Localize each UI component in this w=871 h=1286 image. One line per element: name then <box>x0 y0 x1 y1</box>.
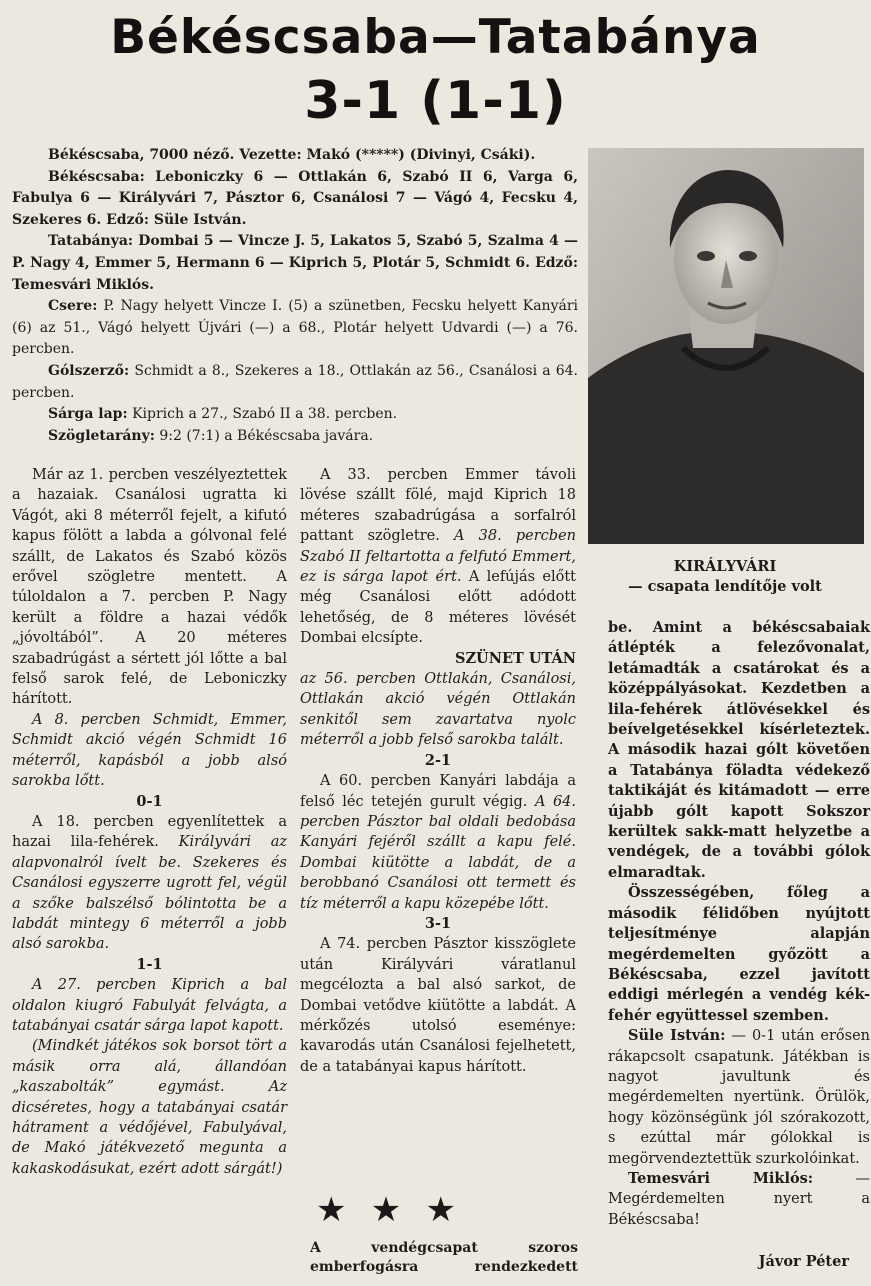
star-separator <box>316 1192 456 1228</box>
col2-paragraph: az 56. percben Ottlakán, Csanálosi, Ottlakán akció végén Ottlakán senkitől sem zavartatva nyolc méterről a jobb felső sarokba talált. <box>300 671 576 749</box>
star-icon: ★ <box>316 1190 347 1230</box>
headline-score: 3-1 (1-1) <box>304 71 567 131</box>
col2-text: A 64. percben Pásztor bal oldali bedobása Kanyári fejéről szállt a kapu felé. Dombai kiütötte a labdát, de a berobbanó Csanálosi ott termett és tíz méterről a kapu közepébe lőtt. <box>300 793 577 912</box>
col1-paragraph <box>12 812 287 955</box>
team1-line <box>12 167 578 232</box>
col1-text: A 18. percben egyenlítettek a hazai lila-fehérek. <box>12 813 287 851</box>
venue-rest: Makó (*****) (Divinyi, Csáki). <box>306 147 536 163</box>
col2-paragraph: A 74. percben Pásztor kisszöglete után Királyvári váratlanul megcélozta a bal alsó sarkot, de Dombai vetődve kiütötte a labdát. A mérkőzés utolsó eseménye: kavarodás után Csanálosi fejelhetett, de a tatabányai kapus hárított. <box>300 936 576 1075</box>
col1-text: Királyvári az alapvonalról ívelt be. Szekeres és Csanálosi egyszerre ugrott fel, végül a szőke balszélső bólintotta be a labdát mintegy 6 méterről a jobb alsó sarokba. <box>12 834 287 953</box>
score-marker: 1-1 <box>136 955 163 973</box>
player-photo <box>588 148 864 544</box>
corners-label: Szögletarány: <box>48 427 155 444</box>
venue-line <box>12 145 578 167</box>
score-marker: 2-1 <box>424 751 452 769</box>
col2-paragraph <box>300 771 576 914</box>
footer-note: A vendégcsapat szoros emberfogásra rendezkedett <box>310 1240 578 1275</box>
portrait-image <box>588 148 864 544</box>
team2-line <box>12 231 578 296</box>
headline-title: Békéscsaba—Tatabánya <box>110 10 761 65</box>
col2-text: A 33. percben Emmer távoli lövése szállt fölé, majd Kiprich 18 méteres szabadrúgása a sorfalról pattant szögletre. <box>300 467 576 545</box>
match-info <box>12 145 578 447</box>
score-marker: 3-1 <box>424 914 452 932</box>
column-2 <box>300 465 576 1077</box>
quote-speaker: Süle István: <box>628 1027 726 1045</box>
team2-label: Tatabánya: <box>48 233 134 250</box>
col1-paragraph: A 27. percben Kiprich a bal oldalon kiugró Fabulyát felvágta, a tatabányai csatár sárga lapot kapott. <box>12 977 287 1034</box>
team1-lineup: Leboniczky 6 — Ottlakán 6, Szabó II 6, Varga 6, Fabulya 6 — Királyvári 7, Pásztor 6, Csanálosi 7 — Vágó 4, Fecsku 4, Szekeres 6. Edző: Süle István. <box>12 168 578 228</box>
col1-paragraph: A 8. percben Schmidt, Emmer, Schmidt akció végén Schmidt 16 méterről, kapásból a jobb alsó sarokba lőtt. <box>12 711 287 790</box>
col3-paragraph <box>608 1026 870 1169</box>
subs-line <box>12 296 578 361</box>
scorers-text: Schmidt a 8., Szekeres a 18., Ottlakán az 56., Csanálosi a 64. percben. <box>12 362 579 401</box>
col2-text: A 60. percben Kanyári labdája a felső léc tetején gurult végig. <box>300 773 576 810</box>
yellow-text: Kiprich a 27., Szabó II a 38. percben. <box>132 406 398 423</box>
caption-name: KIRÁLYVÁRI <box>673 558 777 575</box>
venue-prefix: Békéscsaba, 7000 néző. Vezette: <box>48 147 302 163</box>
star-icon: ★ <box>370 1190 402 1230</box>
subs-text: P. Nagy helyett Vincze I. (5) a szünetben, Fecsku helyett Kanyári (6) az 51., Vágó helyett Újvári (—) a 68., Plotár helyett Udvardi (—) a 76. percben. <box>12 298 579 358</box>
scorers-label: Gólszerző: <box>48 362 130 379</box>
subs-label: Csere: <box>48 298 98 315</box>
quote-text: — Megérdemelten nyert a Békéscsaba! <box>608 1170 871 1228</box>
star-icon: ★ <box>425 1190 456 1230</box>
scorers-line <box>12 361 578 404</box>
caption-text: — csapata lendítője volt <box>628 578 822 595</box>
yellow-label: Sárga lap: <box>48 406 128 423</box>
score-marker: 0-1 <box>136 792 163 810</box>
quote-text: — 0-1 után erősen rákapcsolt csapatunk. Játékban is nagyot javultunk és megérdemelten nyertünk. Örülök, hogy közönségünk jól szórakozott, s ezúttal már gólokkal is megörvendeztettük szurkolóinkat. <box>608 1028 870 1167</box>
photo-caption <box>590 557 860 597</box>
col1-paragraph: (Mindkét játékos sok borsot tört a másik orra alá, állandóan „kaszabolták” egymást. Az dicséretes, hogy a tatabányai csatár hátrament a védőjével, Fabulyával, de Makó játékvezető megunta a kakaskodásukat, ezért adott sárgát!) <box>12 1038 287 1177</box>
col3-paragraph: be. Amint a békéscsabaiak átlépték a felezővonalat, letámadták a csatárokat és a középpályásokat. Kezdetben a lila-fehérek átlövésekkel és beívelgetésekkel kísérleteztek. A második hazai gólt követően a Tatabánya föladta védekező taktikáját és kitámadott — erre újabb gólt kapott Sokszor kerültek sakk-matt helyzetbe a vendégek, de a további gólok elmaradtak. <box>608 619 870 881</box>
column-1 <box>12 465 287 1179</box>
column-3 <box>608 618 870 1230</box>
col3-paragraph <box>608 1169 870 1230</box>
col2-text: A lefújás előtt még Csanálosi előtt adódott lehetőség, de 8 méteres lövését Dombai elcsípte. <box>300 569 577 647</box>
corners-line <box>12 426 578 448</box>
section-heading: SZÜNET UTÁN <box>455 649 576 667</box>
byline: Jávor Péter <box>758 1253 849 1270</box>
col1-paragraph: Már az 1. percben veszélyeztettek a hazaiak. Csanálosi ugratta ki Vágót, aki 8 méterről fejelt, a kifutó kapus fölött a labda a gólvonal felé szállt, de Lakatos és Szabó közös erővel szögletre mentett. A túloldalon a 7. percben P. Nagy került a földre a hazai védők „jóvoltából”. A 20 méteres szabadrúgást a sértett jól lőtte a bal felső sarok felé, de Leboniczky hárított. <box>12 467 287 708</box>
quote-speaker: Temesvári Miklós: <box>628 1169 814 1187</box>
team1-label: Békéscsaba: <box>48 168 145 185</box>
yellow-line <box>12 404 578 426</box>
corners-text: 9:2 (7:1) a Békéscsaba javára. <box>159 427 374 444</box>
col3-paragraph: Összességében, főleg a második félidőben nyújtott teljesítménye alapján megérdemelten győzött a Békéscsaba, ezzel javított eddigi mérlegén a vendég kék-fehér együttessel szemben. <box>608 884 870 1024</box>
team2-lineup: Dombai 5 — Vincze J. 5, Lakatos 5, Szabó 5, Szalma 4 — P. Nagy 4, Emmer 5, Hermann 6 — Kiprich 5, Plotár 5, Schmidt 6. Edző: Temesvári Miklós. <box>12 233 578 293</box>
col2-text: A 38. percben Szabó II feltartotta a felfutó Emmert, ez is sárga lapot ért. <box>300 528 576 586</box>
col2-paragraph <box>300 465 576 649</box>
